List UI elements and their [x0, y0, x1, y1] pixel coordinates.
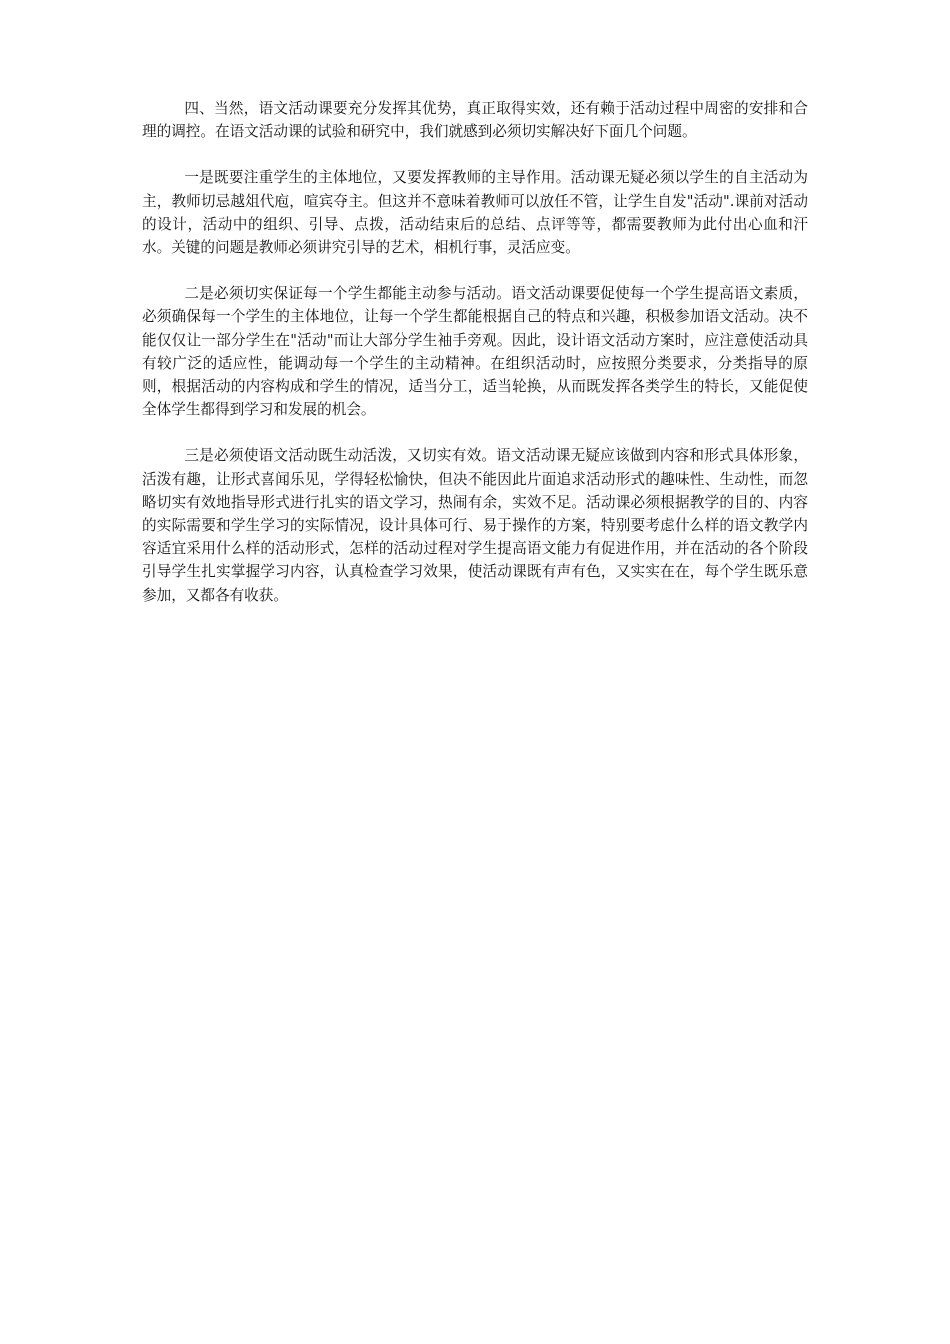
paragraph-3: 二是必须切实保证每一个学生都能主动参与活动。语文活动课要促使每一个学生提高语文素质，必须确保每一个学生的主体地位，让每一个学生都能根据自己的特点和兴趣，积极参加语文活动。决不能仅仅让一部分学生在"活动"而让大部分学生袖手旁观。因此，设计语文活动方案时，应注意使活动具有较广泛的适应性，能调动每一个学生的主动精神。在组织活动时，应按照分类要求，分类指导的原则，根据活动的内容构成和学生的情况，适当分工，适当轮换，从而既发挥各类学生的特长，又能促使全体学生都得到学习和发展的机会。 [142, 285, 808, 419]
paragraph-4: 三是必须使语文活动既生动活泼，又切实有效。语文活动课无疑应该做到内容和形式具体形象，活泼有趣，让形式喜闻乐见，学得轻松愉快，但决不能因此片面追求活动形式的趣味性、生动性，而忽略切实有效地指导形式进行扎实的语文学习，热闹有余，实效不足。活动课必须根据教学的目的、内容的实际需要和学生学习的实际情况，设计具体可行、易于操作的方案，特别要考虑什么样的语文教学内容适宜采用什么样的活动形式，怎样的活动过程对学生提高语文能力有促进作用，并在活动的各个阶段引导学生扎实掌握学习内容，认真检查学习效果，使活动课既有声有色，又实实在在，每个学生既乐意参加，又都各有收获。 [142, 447, 808, 604]
paragraph-1: 四、当然，语文活动课要充分发挥其优势，真正取得实效，还有赖于活动过程中周密的安排和合理的调控。在语文活动课的试验和研究中，我们就感到必须切实解决好下面几个问题。 [142, 100, 808, 141]
document-body [142, 97, 808, 630]
paragraph-2: 一是既要注重学生的主体地位，又要发挥教师的主导作用。活动课无疑必须以学生的自主活动为主，教师切忌越俎代庖，喧宾夺主。但这并不意味着教师可以放任不管，让学生自发"活动".课前对活动的设计，活动中的组织、引导、点拨，活动结束后的总结、点评等等，都需要教师为此付出心血和汗水。关键的问题是教师必须讲究引导的艺术，相机行事，灵活应变。 [142, 169, 808, 257]
